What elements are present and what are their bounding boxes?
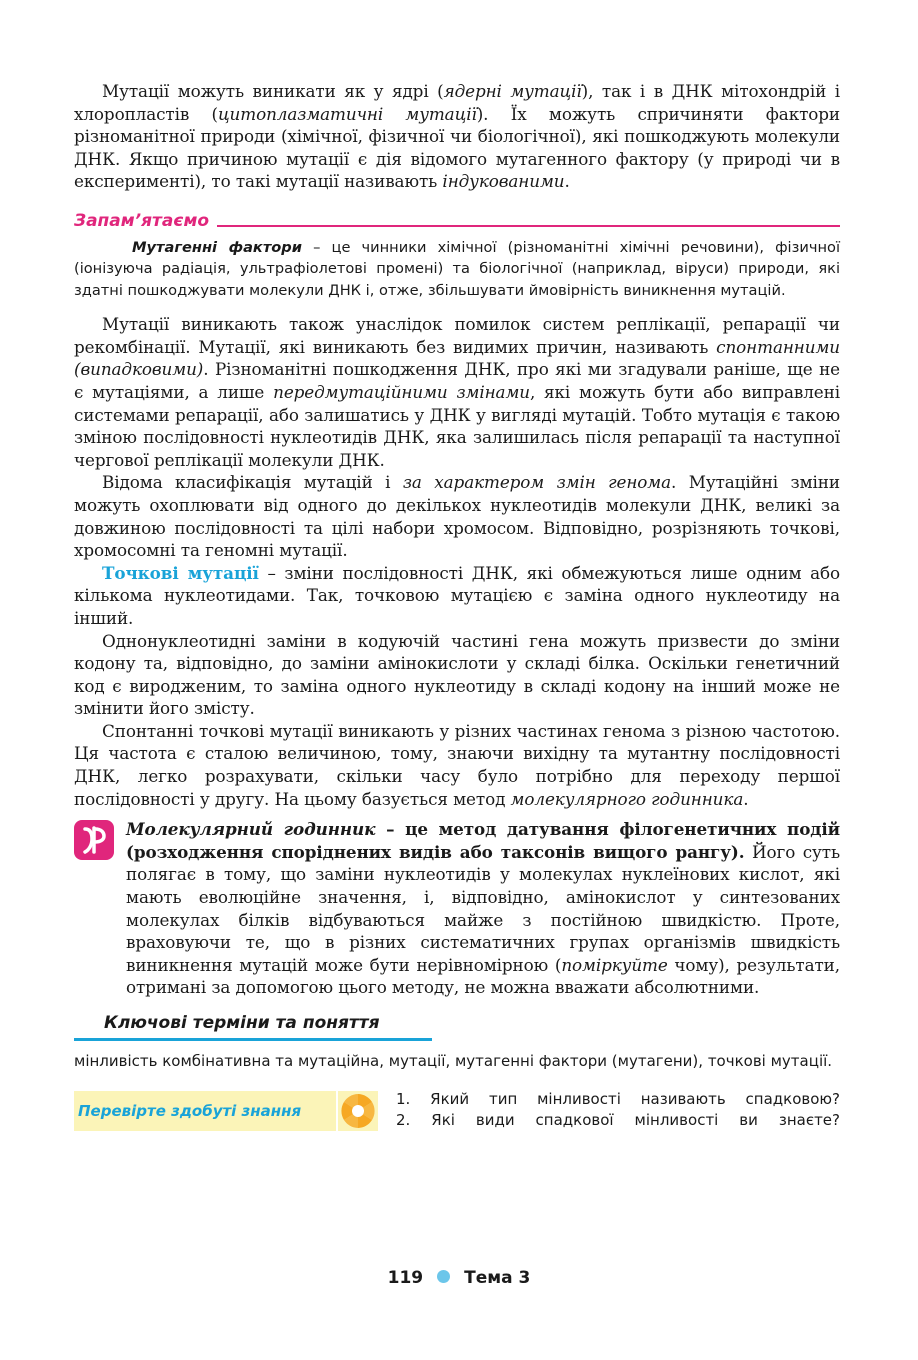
remember-definition: Мутагенні фактори – це чинники хімічної (різноманітні хімічні речовини), фізичної (іонізуюча радіація, ультрафіолетові промені) та біологічної (наприклад, віруси) природи, які здатні пошкоджувати молекули ДНК і, отже, збільшувати ймовірність виникнення мутацій. xyxy=(74,238,840,299)
check-knowledge-block xyxy=(74,1091,840,1135)
paragraph-classification: Відома класифікація мутацій і за характером змін генома. Мутаційні зміни можуть охоплювати від одного до декількох нуклеотидів молекули ДНК, великі за довжиною послідовності та цілі набори хромосом. Відповідно, розрізняють точкові, хромосомні та геномні мутації. xyxy=(74,472,840,561)
footer-dot-icon xyxy=(437,1270,450,1283)
check-knowledge-banner xyxy=(74,1091,336,1131)
remember-header xyxy=(74,207,840,231)
paragraph-single-nucleotide: Однонуклеотидні заміни в кодуючій частині гена можуть призвести до зміни кодону та, відповідно, до заміни амінокислоти у складі білка. Оскільки генетичний код є виродженим, то заміна одного нуклеотиду в складі кодону на інший може не змінити його змісту. xyxy=(74,630,840,719)
review-questions xyxy=(396,1089,840,1131)
page-footer xyxy=(0,1268,918,1288)
question-2: 2. Які види спадкової мінливості ви знаєте? xyxy=(396,1111,840,1129)
molecular-clock-definition: Молекулярний годинник – це метод датування філогенетичних подій (розходження споріднених видів або таксонів вищого рангу). Його суть полягає в тому, що заміни нуклеотидів у молекулах нуклеїнових кислот, які мають еволюційне значення, і, відповідно, амінокислот у синтезованих молекулах білків відбуваються майже з постійною швидкістю. Проте, враховуючи те, що в різних систематичних групах організмів швидкість виникнення мутацій може бути нерівномірною (поміркуйте чому), результати, отримані за допомогою цього методу, не можна вважати абсолютними. xyxy=(126,819,841,998)
paragraph-point-mutations: Точкові мутації – зміни послідовності ДНК, які обмежуються лише одним або кількома нуклеотидами. Так, точковою мутацією є заміна одного нуклеотиду на інший. xyxy=(74,562,840,628)
page-content xyxy=(74,80,840,1135)
key-terms-header xyxy=(74,1013,840,1041)
remember-title: Запам’ятаємо xyxy=(74,210,210,231)
key-terms-underline xyxy=(74,1038,432,1041)
interesting-fact-icon xyxy=(74,820,114,860)
paragraph-nuclear-mutations: Мутації можуть виникати як у ядрі (ядерні мутації), так і в ДНК мітохондрій і хлоропластів (цитоплазматичні мутації). Їх можуть спричиняти фактори різноманітної природи (хімічної, фізичної чи біологічної), які пошкоджують молекули ДНК. Якщо причиною мутації є дія відомого мутагенного фактору (у природі чи в експерименті), то такі мутації називають індукованими. xyxy=(74,81,840,192)
paragraph-spontaneous-point: Спонтанні точкові мутації виникають у різних частинах генома з різною частотою. Ця частота є сталою величиною, тому, знаючи вихідну та мутантну послідовності ДНК, легко розрахувати, скільки часу було потрібно для переходу першої послідовності у другу. На цьому базується метод молекулярного годинника. xyxy=(74,720,840,809)
check-knowledge-label: Перевірте здобуті знання xyxy=(78,1102,302,1120)
point-mutations-term: Точкові мутації xyxy=(102,562,259,583)
question-1: 1. Який тип мінливості називають спадковою? xyxy=(396,1090,840,1108)
page-number: 119 xyxy=(387,1268,424,1288)
topic-label: Тема 3 xyxy=(464,1268,531,1288)
remember-divider xyxy=(217,225,840,227)
key-terms-title: Ключові терміни та поняття xyxy=(104,1013,380,1033)
key-terms-list: мінливість комбінативна та мутаційна, мутації, мутагенні фактори (мутагени), точкові мутації. xyxy=(74,1052,833,1070)
spiral-icon xyxy=(338,1091,378,1131)
paragraph-spontaneous-mutations: Мутації виникають також унаслідок помилок систем реплікації, репарації чи рекомбінації. Мутації, які виникають без видимих причин, називають спонтанними (випадковими). Різноманітні пошкодження ДНК, про які ми згадували раніше, ще не є мутаціями, а лише передмутаційними змінами, які можуть бути або виправлені системами репарації, або залишатись у ДНК у вигляді мутацій. Тобто мутація є такою зміною послідовності нуклеотидів ДНК, яка залишилась після репарації та наступної чергової реплікації молекули ДНК. xyxy=(74,314,840,470)
molecular-clock-block xyxy=(74,818,840,999)
